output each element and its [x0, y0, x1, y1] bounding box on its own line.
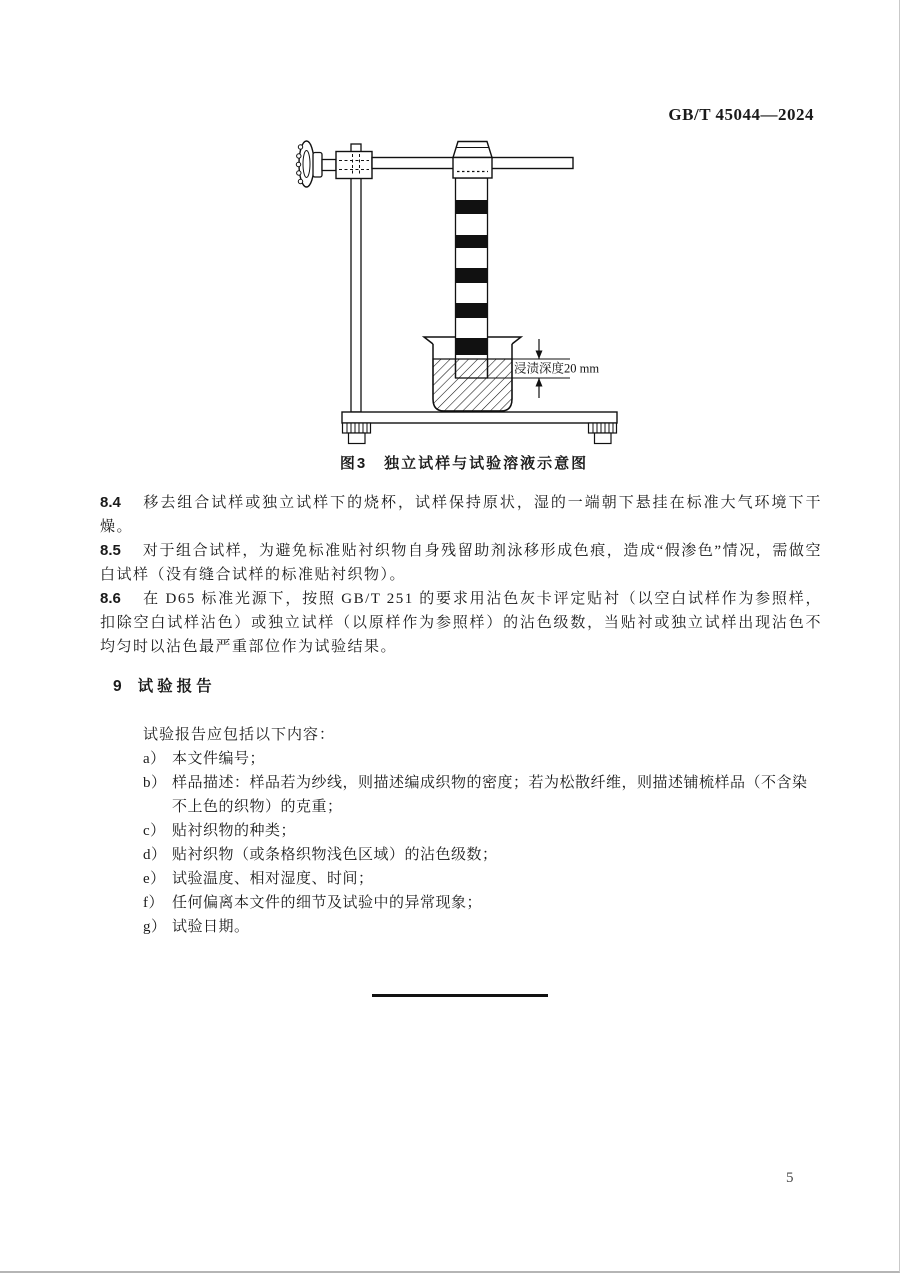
item-label: c） — [143, 823, 166, 839]
clause-text: 在 D65 标准光源下，按照 GB/T 251 的要求用沾色灰卡评定贴衬（以空白试样作为参照样，扣除空白试样沾色）或独立试样（以原样作为参照样）的沾色级数，当贴衬或独立试样出现沾色不均匀时以沾色最严重部位作为试验结果。 — [100, 591, 822, 655]
clause-8-4 — [100, 491, 822, 539]
clause-text: 移去组合试样或独立试样下的烧杯，试样保持原状，湿的一端朝下悬挂在标准大气环境下干燥。 — [100, 495, 822, 535]
left-foot — [343, 423, 371, 444]
figure-caption: 图3 独立试样与试验溶液示意图 — [339, 455, 589, 472]
stand-rod — [351, 144, 361, 412]
clamp-block — [336, 152, 372, 179]
item-text: 试验日期。 — [172, 919, 250, 935]
figure-apparatus-diagram — [295, 135, 625, 450]
specimen-strip — [456, 178, 488, 378]
section-title: 试验报告 — [137, 678, 216, 695]
item-label: e） — [143, 871, 166, 887]
item-text: 贴衬织物的种类； — [172, 823, 297, 839]
test-solution — [433, 359, 512, 411]
item-text: 任何偏离本文件的细节及试验中的异常现象； — [172, 895, 483, 911]
report-intro: 试验报告应包括以下内容： — [143, 727, 336, 743]
list-item — [100, 747, 822, 771]
item-label: d） — [143, 847, 167, 863]
immersion-depth-label: 浸渍深度20 mm — [514, 361, 600, 376]
list-item — [100, 819, 822, 843]
clause-8-6 — [100, 587, 822, 659]
item-label: a） — [143, 751, 166, 767]
specimen-holder-clamp — [453, 142, 492, 179]
clause-number: 8.6 — [100, 590, 121, 607]
list-item — [100, 771, 822, 819]
clamp-knob — [296, 141, 336, 187]
list-item — [100, 867, 822, 891]
item-text: 试验温度、相对湿度、时间； — [172, 871, 374, 887]
list-item — [100, 915, 822, 939]
item-label: g） — [143, 919, 167, 935]
body-text — [100, 491, 822, 939]
page-number: 5 — [786, 1170, 794, 1186]
section-9-heading — [100, 675, 822, 699]
clause-8-5 — [100, 539, 822, 587]
end-of-document-rule — [372, 994, 548, 997]
list-item — [100, 843, 822, 867]
item-text: 本文件编号； — [172, 751, 266, 767]
clause-text: 对于组合试样，为避免标准贴衬织物自身残留助剂泳移形成色痕，造成“假渗色”情况，需做空白试样（没有缝合试样的标准贴衬织物）。 — [100, 543, 822, 583]
clause-number: 8.5 — [100, 542, 121, 559]
item-text: 贴衬织物（或条格织物浅色区域）的沾色级数； — [172, 847, 498, 863]
clause-number: 8.4 — [100, 494, 121, 511]
section-number: 9 — [113, 678, 122, 695]
right-foot — [589, 423, 617, 444]
item-label: f） — [143, 895, 164, 911]
standard-code-header: GB/T 45044—2024 — [668, 105, 814, 124]
item-label: b） — [143, 775, 167, 791]
base-plate — [342, 412, 617, 423]
list-item — [100, 891, 822, 915]
item-text: 样品描述：样品若为纱线，则描述编成织物的密度；若为松散纤维，则描述铺梳样品（不含染不上色的织物）的克重； — [172, 775, 808, 815]
report-items-list — [100, 747, 822, 939]
